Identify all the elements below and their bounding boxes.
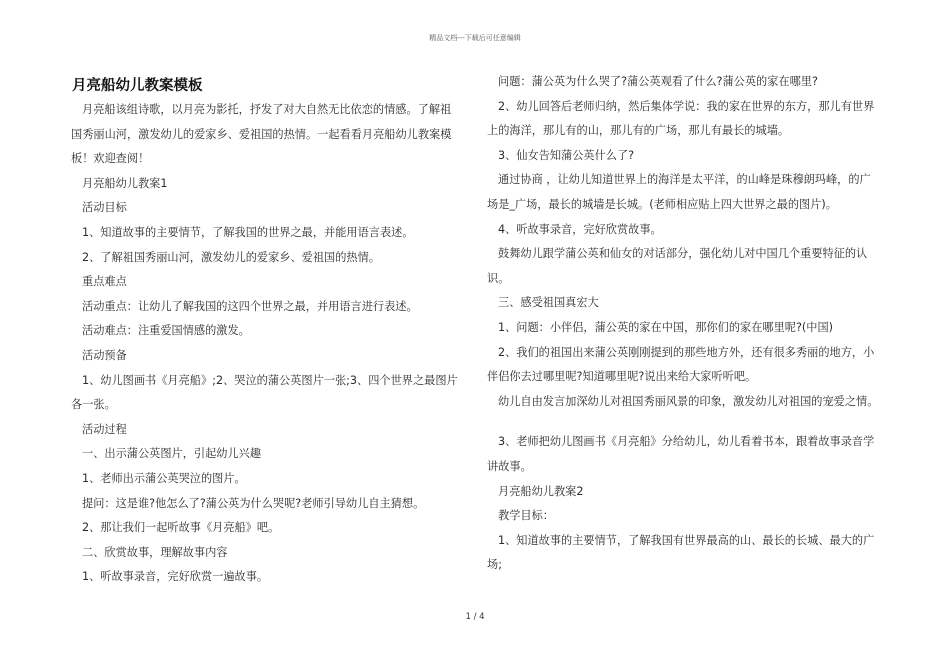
paragraph: 通过协商 ，让幼儿知道世界上的海洋是太平洋，的山峰是珠穆朗玛峰，的广场是_广场，最长的城墙是长城。(老师相应贴上四大世界之最的图片)。 (487, 173, 871, 211)
subheading: 活动预备 (82, 348, 127, 362)
subheading: 教学目标： (498, 509, 554, 523)
paragraph: 1、听故事录音，完好欣赏一遍故事。 (82, 570, 269, 584)
paragraph: 1、老师出示蒲公英哭泣的图片。 (82, 471, 246, 485)
section-heading: 三、感受祖国真宏大 (498, 296, 599, 310)
paragraph: 1、幼儿图画书《月亮船》;2、哭泣的蒲公英图片一张;3、四个世界之最图片各一张。 (71, 373, 458, 412)
paragraph: 一、出示蒲公英图片，引起幼儿兴趣 (82, 447, 262, 461)
paragraph: 1、知道故事的主要情节，了解我国有世界最高的山、最长的长城、最大的广场; (487, 533, 875, 572)
paragraph: 活动难点：注重爱国情感的激发。 (82, 324, 250, 338)
paragraph: 二、欣赏故事，理解故事内容 (82, 545, 228, 559)
paragraph: 活动重点：让幼儿了解我国的这四个世界之最，并用语言进行表述。 (82, 299, 418, 313)
subheading: 活动目标 (82, 201, 127, 215)
paragraph: 3、老师把幼儿图画书《月亮船》分给幼儿，幼儿看着书本，跟着故事录音学讲故事。 (487, 435, 875, 473)
paragraph: 2、我们的祖国出来蒲公英刚刚提到的那些地方外，还有很多秀丽的地方，小伴侣你去过哪里呢?知道哪里呢?说出来给大家听听吧。 (487, 345, 875, 384)
paragraph: 鼓舞幼儿跟学蒲公英和仙女的对话部分，强化幼儿对中国几个重要特征的认识。 (487, 247, 868, 285)
paragraph: 1、问题：小伴侣，蒲公英的家在中国，那你们的家在哪里呢?(中国) (498, 320, 834, 334)
paragraph: 问题：蒲公英为什么哭了?蒲公英观看了什么?蒲公英的家在哪里? (498, 75, 818, 88)
intro-paragraph: 月亮船该组诗歌，以月亮为影托，抒发了对大自然无比依恋的情感。了解祖国秀丽山河，激发幼儿的爱家乡、爱祖国的热情。一起看看月亮船幼儿教案模板！欢迎查阅！ (71, 103, 452, 166)
subheading: 重点难点 (82, 275, 127, 289)
subheading: 活动过程 (82, 422, 127, 436)
paragraph: 2、幼儿回答后老师归纳，然后集体学说：我的家在世界的东方，那儿有世界上的海洋，那儿有的山，那儿有的广场，那儿有最长的城墙。 (487, 99, 875, 138)
document-title: 月亮船幼儿教案模板 (72, 78, 203, 94)
page-number: 1 / 4 (465, 612, 485, 622)
paragraph: 2、那让我们一起听故事《月亮船》吧。 (82, 521, 280, 535)
section-heading: 月亮船幼儿教案1 (82, 176, 168, 190)
left-column (71, 70, 459, 590)
paragraph: 4、听故事录音，完好欣赏故事。 (498, 222, 662, 236)
paragraph: 提问：这是谁?他怎么了?蒲公英为什么哭呢?老师引导幼儿自主猜想。 (82, 496, 425, 510)
paragraph: 1、知道故事的主要情节，了解我国的世界之最，并能用语言表述。 (82, 225, 414, 239)
page-header: 精品文档---下载后可任意编辑 (429, 34, 521, 42)
paragraph: 幼儿自由发言加深幼儿对祖国秀丽风景的印象，激发幼儿对祖国的宠爱之情。 (498, 394, 879, 408)
spacer (487, 414, 879, 430)
paragraph: 2、了解祖国秀丽山河，激发幼儿的爱家乡、爱祖国的热情。 (82, 250, 380, 264)
section-heading: 月亮船幼儿教案2 (498, 484, 584, 498)
paragraph: 3、仙女告知蒲公英什么了? (498, 148, 635, 162)
right-column (487, 70, 879, 578)
